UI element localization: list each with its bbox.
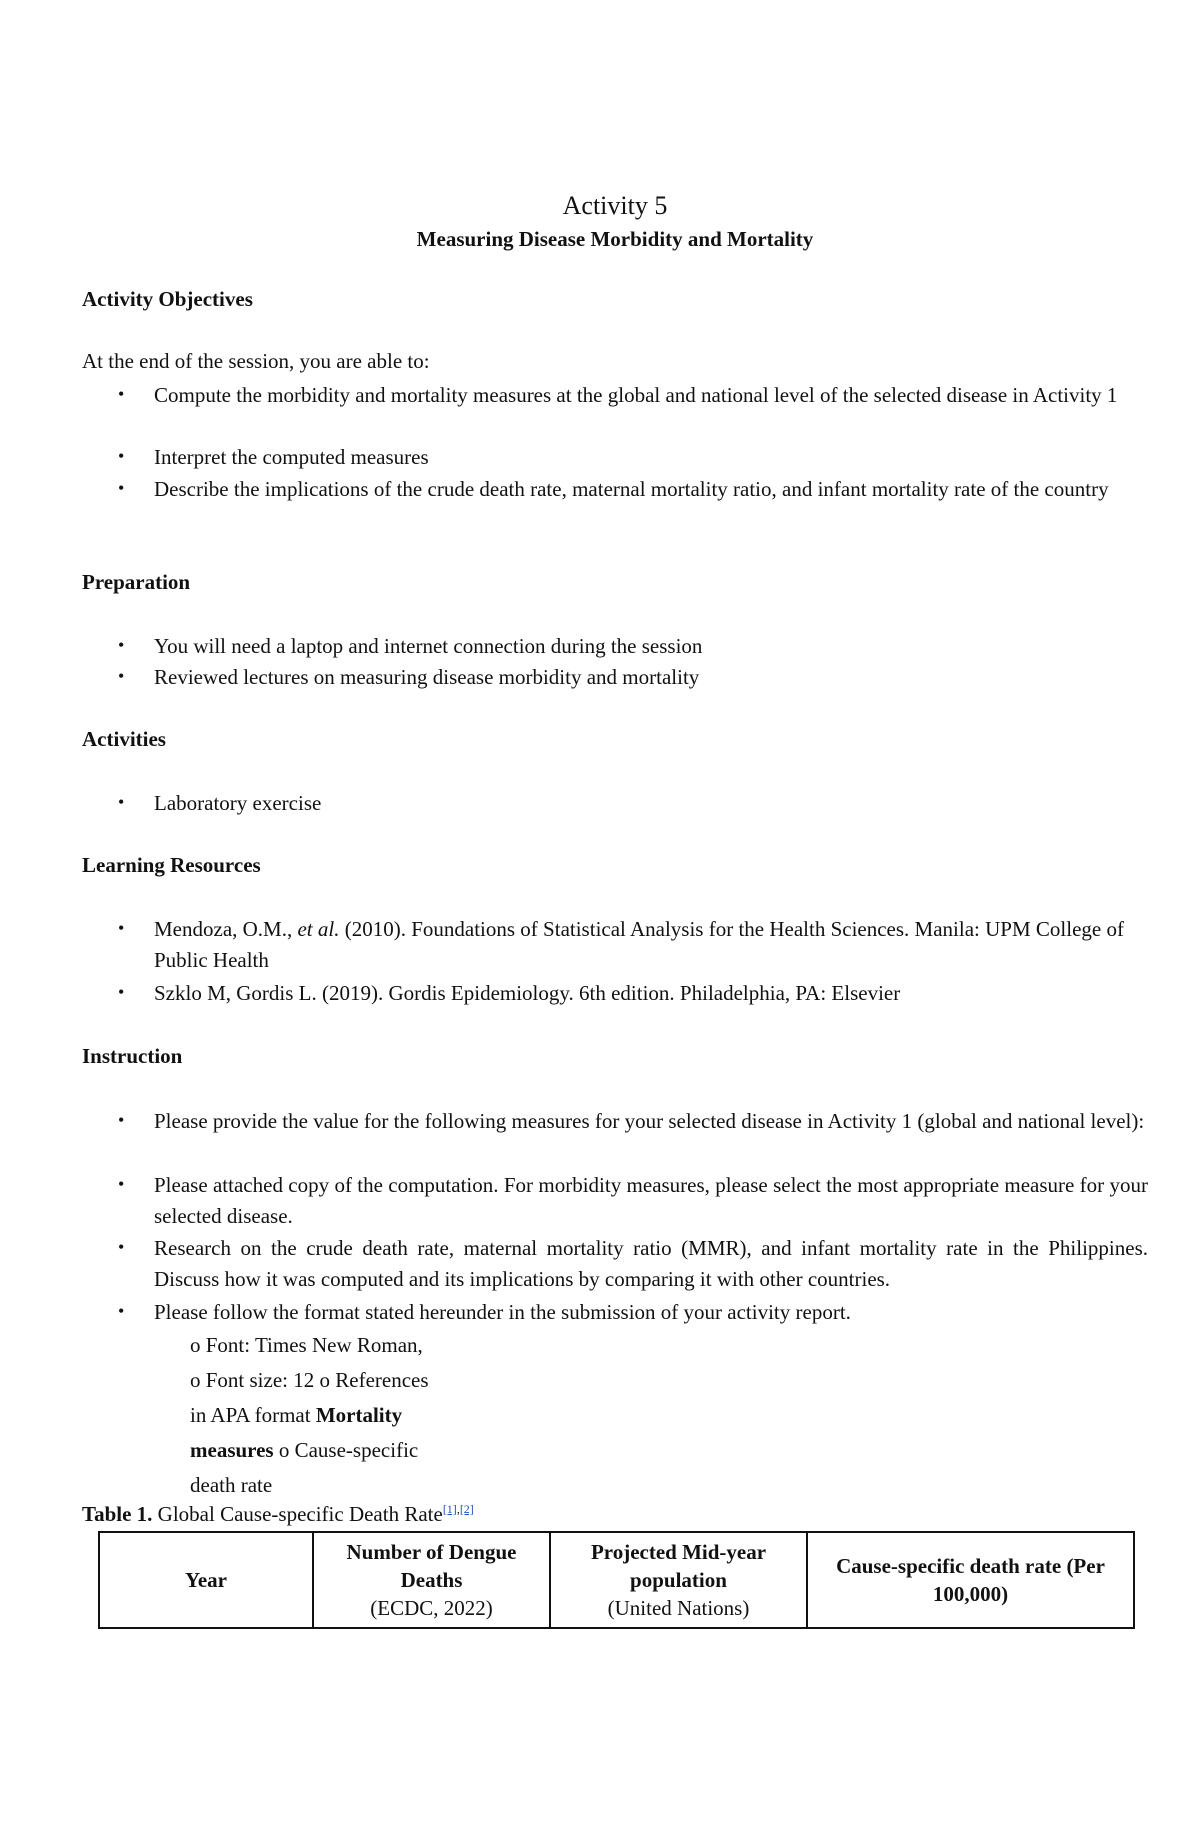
bullet-icon: • (118, 1174, 125, 1194)
header-source: (ECDC, 2022) (370, 1596, 493, 1620)
cause-specific-death-rate-table (98, 1531, 1135, 1629)
resource-text: Mendoza, O.M., (154, 917, 298, 941)
header-label: Year (185, 1568, 227, 1592)
format-text: o Cause-specific (273, 1438, 419, 1462)
resource-italic: et al. (297, 917, 340, 941)
instruction-item: Research on the crude death rate, maternal mortality ratio (MMR), and infant mortality rate in the Philippines. Discuss how it was computed and its implications by comparing it with other countries. (154, 1236, 1148, 1291)
table-caption: Table 1. Global Cause-specific Death Rate[1],[2] (82, 1502, 474, 1526)
bullet-icon: • (118, 666, 125, 686)
header-label: Projected Mid-year population (590, 1540, 767, 1592)
header-label: Cause-specific death rate (Per 100,000) (836, 1554, 1105, 1606)
format-line (190, 1438, 418, 1463)
page-title: Activity 5 (562, 191, 668, 220)
bullet-icon: • (118, 792, 125, 812)
citation-link[interactable]: [2] (459, 1502, 474, 1516)
instruction-heading: Instruction (82, 1044, 183, 1068)
citation-link[interactable]: [1] (442, 1502, 457, 1516)
bullet-icon: • (118, 446, 125, 466)
instruction-item: Please follow the format stated hereunder in the submission of your activity report. (154, 1300, 851, 1324)
table-caption-text: Global Cause-specific Death Rate (152, 1502, 443, 1526)
table-caption-label: Table 1. (82, 1502, 153, 1526)
format-line (190, 1403, 402, 1428)
activities-heading: Activities (82, 727, 166, 751)
resource-item-mendoza (154, 914, 1148, 976)
bullet-icon: • (118, 478, 125, 498)
table-header-row (99, 1532, 1134, 1628)
bullet-icon: • (118, 1110, 125, 1130)
table-1 (98, 1531, 1133, 1629)
header-dengue-deaths (313, 1532, 550, 1628)
objectives-heading: Activity Objectives (82, 287, 253, 311)
format-bold-text: measures (190, 1438, 274, 1462)
activities-item: Laboratory exercise (154, 791, 322, 815)
objectives-intro: At the end of the session, you are able to: (82, 349, 430, 373)
bullet-icon: • (118, 918, 125, 938)
header-population (550, 1532, 807, 1628)
resource-text: (2010). Foundations of Statistical Analysis for the Health Sciences. Manila: UPM College of Public Health (154, 917, 1124, 972)
preparation-heading: Preparation (82, 570, 191, 594)
format-line: o Font: Times New Roman, (190, 1333, 423, 1357)
preparation-item: Reviewed lectures on measuring disease morbidity and mortality (154, 665, 700, 689)
resources-heading: Learning Resources (82, 853, 261, 877)
instruction-item: Please attached copy of the computation. For morbidity measures, please select the most appropriate measure for your selected disease. (154, 1173, 1148, 1228)
header-source: (United Nations) (607, 1596, 750, 1620)
bullet-icon: • (118, 384, 125, 404)
instruction-item: Please provide the value for the following measures for your selected disease in Activity 1 (global and national level): (154, 1109, 1145, 1133)
bullet-icon: • (118, 635, 125, 655)
bullet-icon: • (118, 1237, 125, 1257)
format-line: o Font size: 12 o References (190, 1368, 429, 1392)
objective-item: Describe the implications of the crude death rate, maternal mortality ratio, and infant mortality rate of the country (154, 477, 1109, 501)
format-text: in APA format (190, 1403, 316, 1427)
preparation-item: You will need a laptop and internet connection during the session (154, 634, 703, 658)
objective-item: Compute the morbidity and mortality measures at the global and national level of the selected disease in Activity 1 (154, 383, 1118, 407)
header-death-rate (807, 1532, 1134, 1628)
resource-item-szklo: Szklo M, Gordis L. (2019). Gordis Epidemiology. 6th edition. Philadelphia, PA: Elsevier (154, 981, 901, 1005)
objective-item: Interpret the computed measures (154, 445, 429, 469)
format-line: death rate (190, 1473, 273, 1497)
page-subtitle: Measuring Disease Morbidity and Mortality (416, 227, 814, 251)
bullet-icon: • (118, 982, 125, 1002)
format-bold-text: Mortality (315, 1403, 403, 1427)
bullet-icon: • (118, 1301, 125, 1321)
header-label: Number of Dengue Deaths (346, 1540, 517, 1592)
header-year (99, 1532, 313, 1628)
